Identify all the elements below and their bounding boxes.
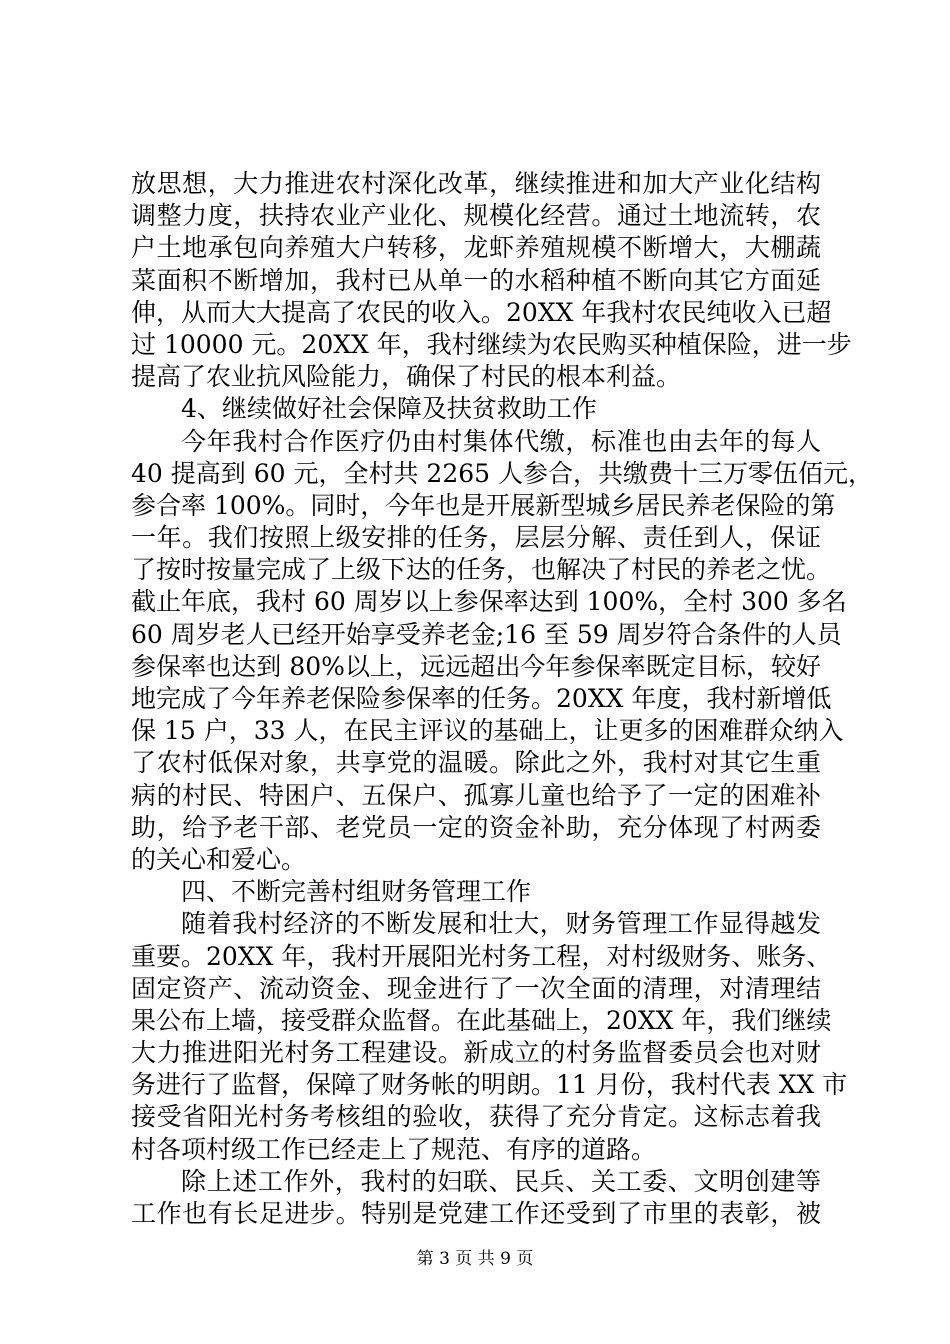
text-line: 今年我村合作医疗仍由村集体代缴，标准也由去年的每人 (181, 426, 821, 456)
text-line: 大力推进阳光村务工程建设。新成立的村务监督委员会也对财 (131, 1038, 821, 1068)
text-line: 重要。20XX 年，我村开展阳光村务工程，对村级财务、账务、 (131, 941, 832, 971)
body-text (131, 168, 873, 1230)
text-line: 截止年底，我村 60 周岁以上参保率达到 100%，全村 300 多名 (131, 587, 847, 617)
text-line: 参合率 100%。同时，今年也是开展新型城乡居民养老保险的第 (131, 490, 836, 520)
text-line: 40 提高到 60 元，全村共 2265 人参合，共缴费十三万零伍佰元， (131, 458, 873, 488)
text-line: 过 10000 元。20XX 年，我村继续为农民购买种植保险，进一步 (131, 329, 852, 359)
text-line: 提高了农业抗风险能力，确保了村民的根本利益。 (131, 362, 682, 392)
text-line: 户土地承包向养殖大户转移，龙虾养殖规模不断增大，大棚蔬 (131, 233, 821, 263)
section-heading: 四、不断完善村组财务管理工作 (181, 877, 532, 907)
text-line: 病的村民、特困户、五保户、孤寡儿童也给予了一定的困难补 (131, 780, 821, 810)
text-line: 助，给予老干部、老党员一定的资金补助，充分体现了村两委 (131, 812, 821, 842)
text-line: 随着我村经济的不断发展和壮大，财务管理工作显得越发 (181, 909, 821, 939)
text-line: 果公布上墙，接受群众监督。在此基础上，20XX 年，我们继续 (131, 1005, 832, 1035)
text-line: 保 15 户，33 人，在民主评议的基础上，让更多的困难群众纳入 (131, 716, 844, 746)
text-line: 放思想，大力推进农村深化改革，继续推进和加大产业化结构 (131, 169, 821, 198)
text-line: 务进行了监督，保障了财务帐的明朗。11 月份，我村代表 XX 市 (131, 1070, 848, 1100)
page-number-footer: 第 3 页 共 9 页 (416, 1249, 534, 1269)
text-line: 固定资产、流动资金、现金进行了一次全面的清理，对清理结 (131, 973, 821, 1003)
text-line: 的关心和爱心。 (131, 844, 307, 874)
text-line: 接受省阳光村务考核组的验收，获得了充分肯定。这标志着我 (131, 1102, 821, 1132)
text-line: 除上述工作外，我村的妇联、民兵、关工委、文明创建等 (181, 1166, 821, 1196)
text-line: 一年。我们按照上级安排的任务，层层分解、责任到人，保证 (131, 523, 821, 553)
text-line: 工作也有长足进步。特别是党建工作还受到了市里的表彰，被 (131, 1199, 821, 1228)
text-line: 调整力度，扶持农业产业化、规模化经营。通过土地流转，农 (131, 201, 821, 231)
text-line: 村各项村级工作已经走上了规范、有序的道路。 (131, 1134, 657, 1164)
text-line: 了按时按量完成了上级下达的任务，也解决了村民的养老之忧。 (131, 555, 832, 585)
text-line: 菜面积不断增加，我村已从单一的水稻种植不断向其它方面延 (131, 265, 821, 295)
text-line: 60 周岁老人已经开始享受养老金;16 至 59 周岁符合条件的人员 (131, 619, 842, 649)
text-line: 伸，从而大大提高了农民的收入。20XX 年我村农民纯收入已超 (131, 297, 832, 327)
text-line: 参保率也达到 80%以上，远远超出今年参保率既定目标，较好 (131, 651, 821, 681)
text-line: 了农村低保对象，共享党的温暖。除此之外，我村对其它生重 (131, 748, 821, 778)
section-heading: 4、继续做好社会保障及扶贫救助工作 (181, 394, 597, 424)
text-line: 地完成了今年养老保险参保率的任务。20XX 年度，我村新增低 (131, 684, 832, 713)
